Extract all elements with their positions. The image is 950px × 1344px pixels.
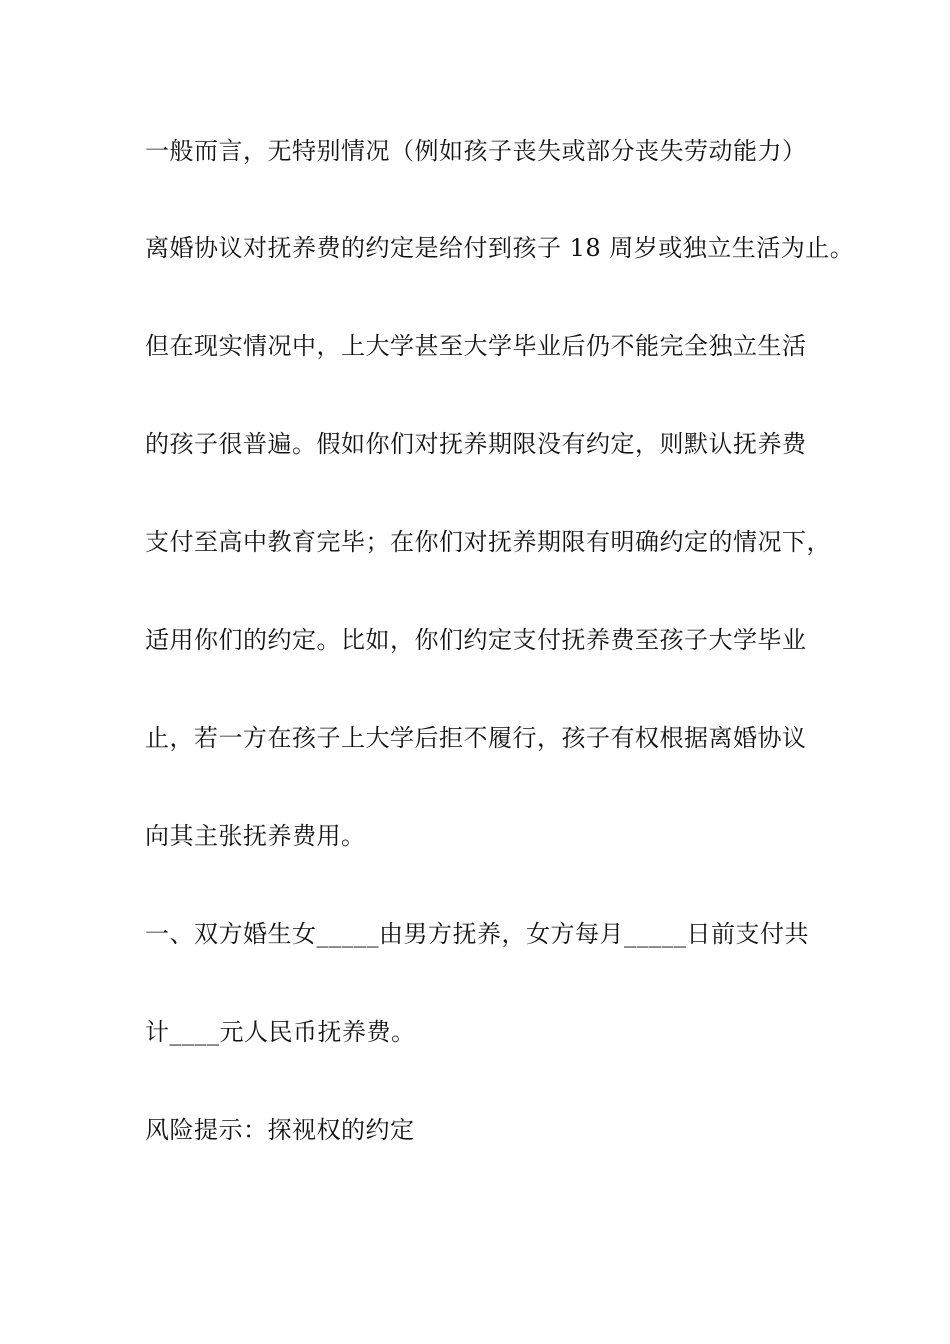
paragraph-line: 的孩子很普遍。假如你们对抚养期限没有约定，则默认抚养费 bbox=[145, 430, 807, 458]
paragraph-line: 止，若一方在孩子上大学后拒不履行，孩子有权根据离婚协议 bbox=[145, 724, 807, 752]
paragraph-line: 向其主张抚养费用。 bbox=[145, 822, 366, 850]
paragraph-line: 一般而言，无特别情况（例如孩子丧失或部分丧失劳动能力） bbox=[145, 137, 807, 165]
paragraph-line: 支付至高中教育完毕；在你们对抚养期限有明确约定的情况下， bbox=[145, 528, 831, 556]
paragraph-line: 适用你们的约定。比如，你们约定支付抚养费至孩子大学毕业 bbox=[145, 626, 807, 654]
paragraph-line: 但在现实情况中，上大学甚至大学毕业后仍不能完全独立生活 bbox=[145, 332, 807, 360]
clause-line: 计____元人民币抚养费。 bbox=[145, 1018, 416, 1046]
paragraph-line: 离婚协议对抚养费的约定是给付到孩子 18 周岁或独立生活为止。 bbox=[145, 234, 855, 262]
clause-line: 一、双方婚生女_____由男方抚养，女方每月_____日前支付共 bbox=[145, 920, 809, 948]
section-heading: 风险提示：探视权的约定 bbox=[145, 1116, 415, 1144]
